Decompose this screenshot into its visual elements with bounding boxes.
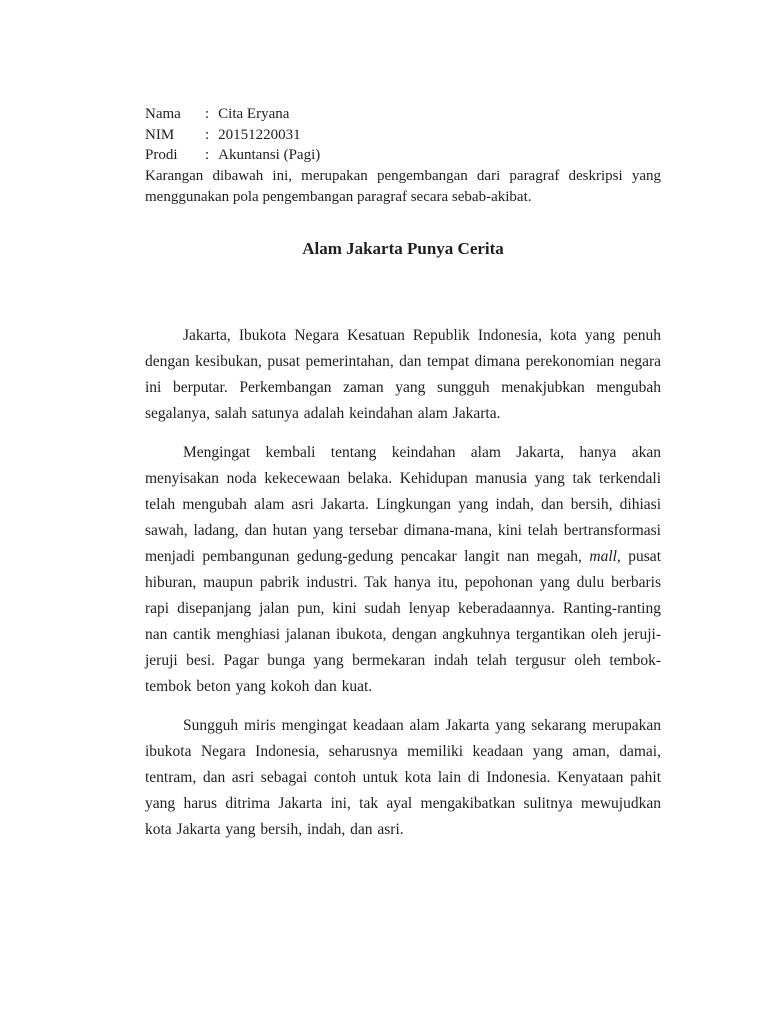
essay-title: Alam Jakarta Punya Cerita <box>302 238 504 258</box>
intro-note: Karangan dibawah ini, merupakan pengembangan dari paragraf deskripsi yang menggunakan pola pengembangan paragraf secara sebab-akibat. <box>145 167 661 205</box>
field-label: Prodi <box>145 147 178 163</box>
field-label: NIM <box>145 126 175 143</box>
student-info-block <box>145 104 661 166</box>
header-field-prodi <box>145 145 661 166</box>
essay-body <box>145 323 661 843</box>
field-value: 20151220031 <box>218 126 301 143</box>
field-separator: : <box>205 126 210 143</box>
header-field-nama <box>145 104 661 125</box>
field-separator: : <box>205 147 210 163</box>
paragraph-2-text-after: pusat hiburan, maupun pabrik industri. Tak hanya itu, pepohonan yang dulu berbaris rapi disepanjang jalan pun, kini sudah lenyap keberadaannya. Ranting-ranting nan cantik menghiasi jalanan ibukota, dengan angkuhnya tergantikan oleh jeruji-jeruji besi. Pagar bunga yang bermekaran indah telah tergusur oleh tembok-tembok beton yang kokoh dan kuat. <box>145 547 661 695</box>
paragraph-2 <box>145 440 661 700</box>
paragraph-2-text-before: Mengingat kembali tentang keindahan alam Jakarta, hanya akan menyisakan noda kekecewaan belaka. Kehidupan manusia yang tak terkendali telah mengubah alam asri Jakarta. Lingkungan yang indah, dan bersih, dihiasi sawah, ladang, dan hutan yang tersebar dimana-mana, kini telah bertransformasi menjadi pembangunan gedung-gedung pencakar langit nan megah, <box>145 443 661 565</box>
field-value: Akuntansi (Pagi) <box>218 147 321 163</box>
field-label: Nama <box>145 106 181 122</box>
paragraph-1: Jakarta, Ibukota Negara Kesatuan Republik Indonesia, kota yang penuh dengan kesibukan, pusat pemerintahan, dan tempat dimana perekonomian negara ini berputar. Perkembangan zaman yang sungguh menakjubkan mengubah segalanya, salah satunya adalah keindahan alam Jakarta. <box>145 326 661 422</box>
header-field-nim <box>145 125 661 146</box>
page-content <box>145 104 661 856</box>
field-value: Cita Eryana <box>218 106 290 122</box>
paragraph-2-italic-word: mall, <box>589 547 621 565</box>
field-separator: : <box>205 106 210 122</box>
paragraph-3: Sungguh miris mengingat keadaan alam Jakarta yang sekarang merupakan ibukota Negara Indonesia, seharusnya memiliki keadaan yang aman, damai, tentram, dan asri sebagai contoh untuk kota lain di Indonesia. Kenyataan pahit yang harus ditrima Jakarta ini, tak ayal mengakibatkan sulitnya mewujudkan kota Jakarta yang bersih, indah, dan asri. <box>145 716 661 838</box>
